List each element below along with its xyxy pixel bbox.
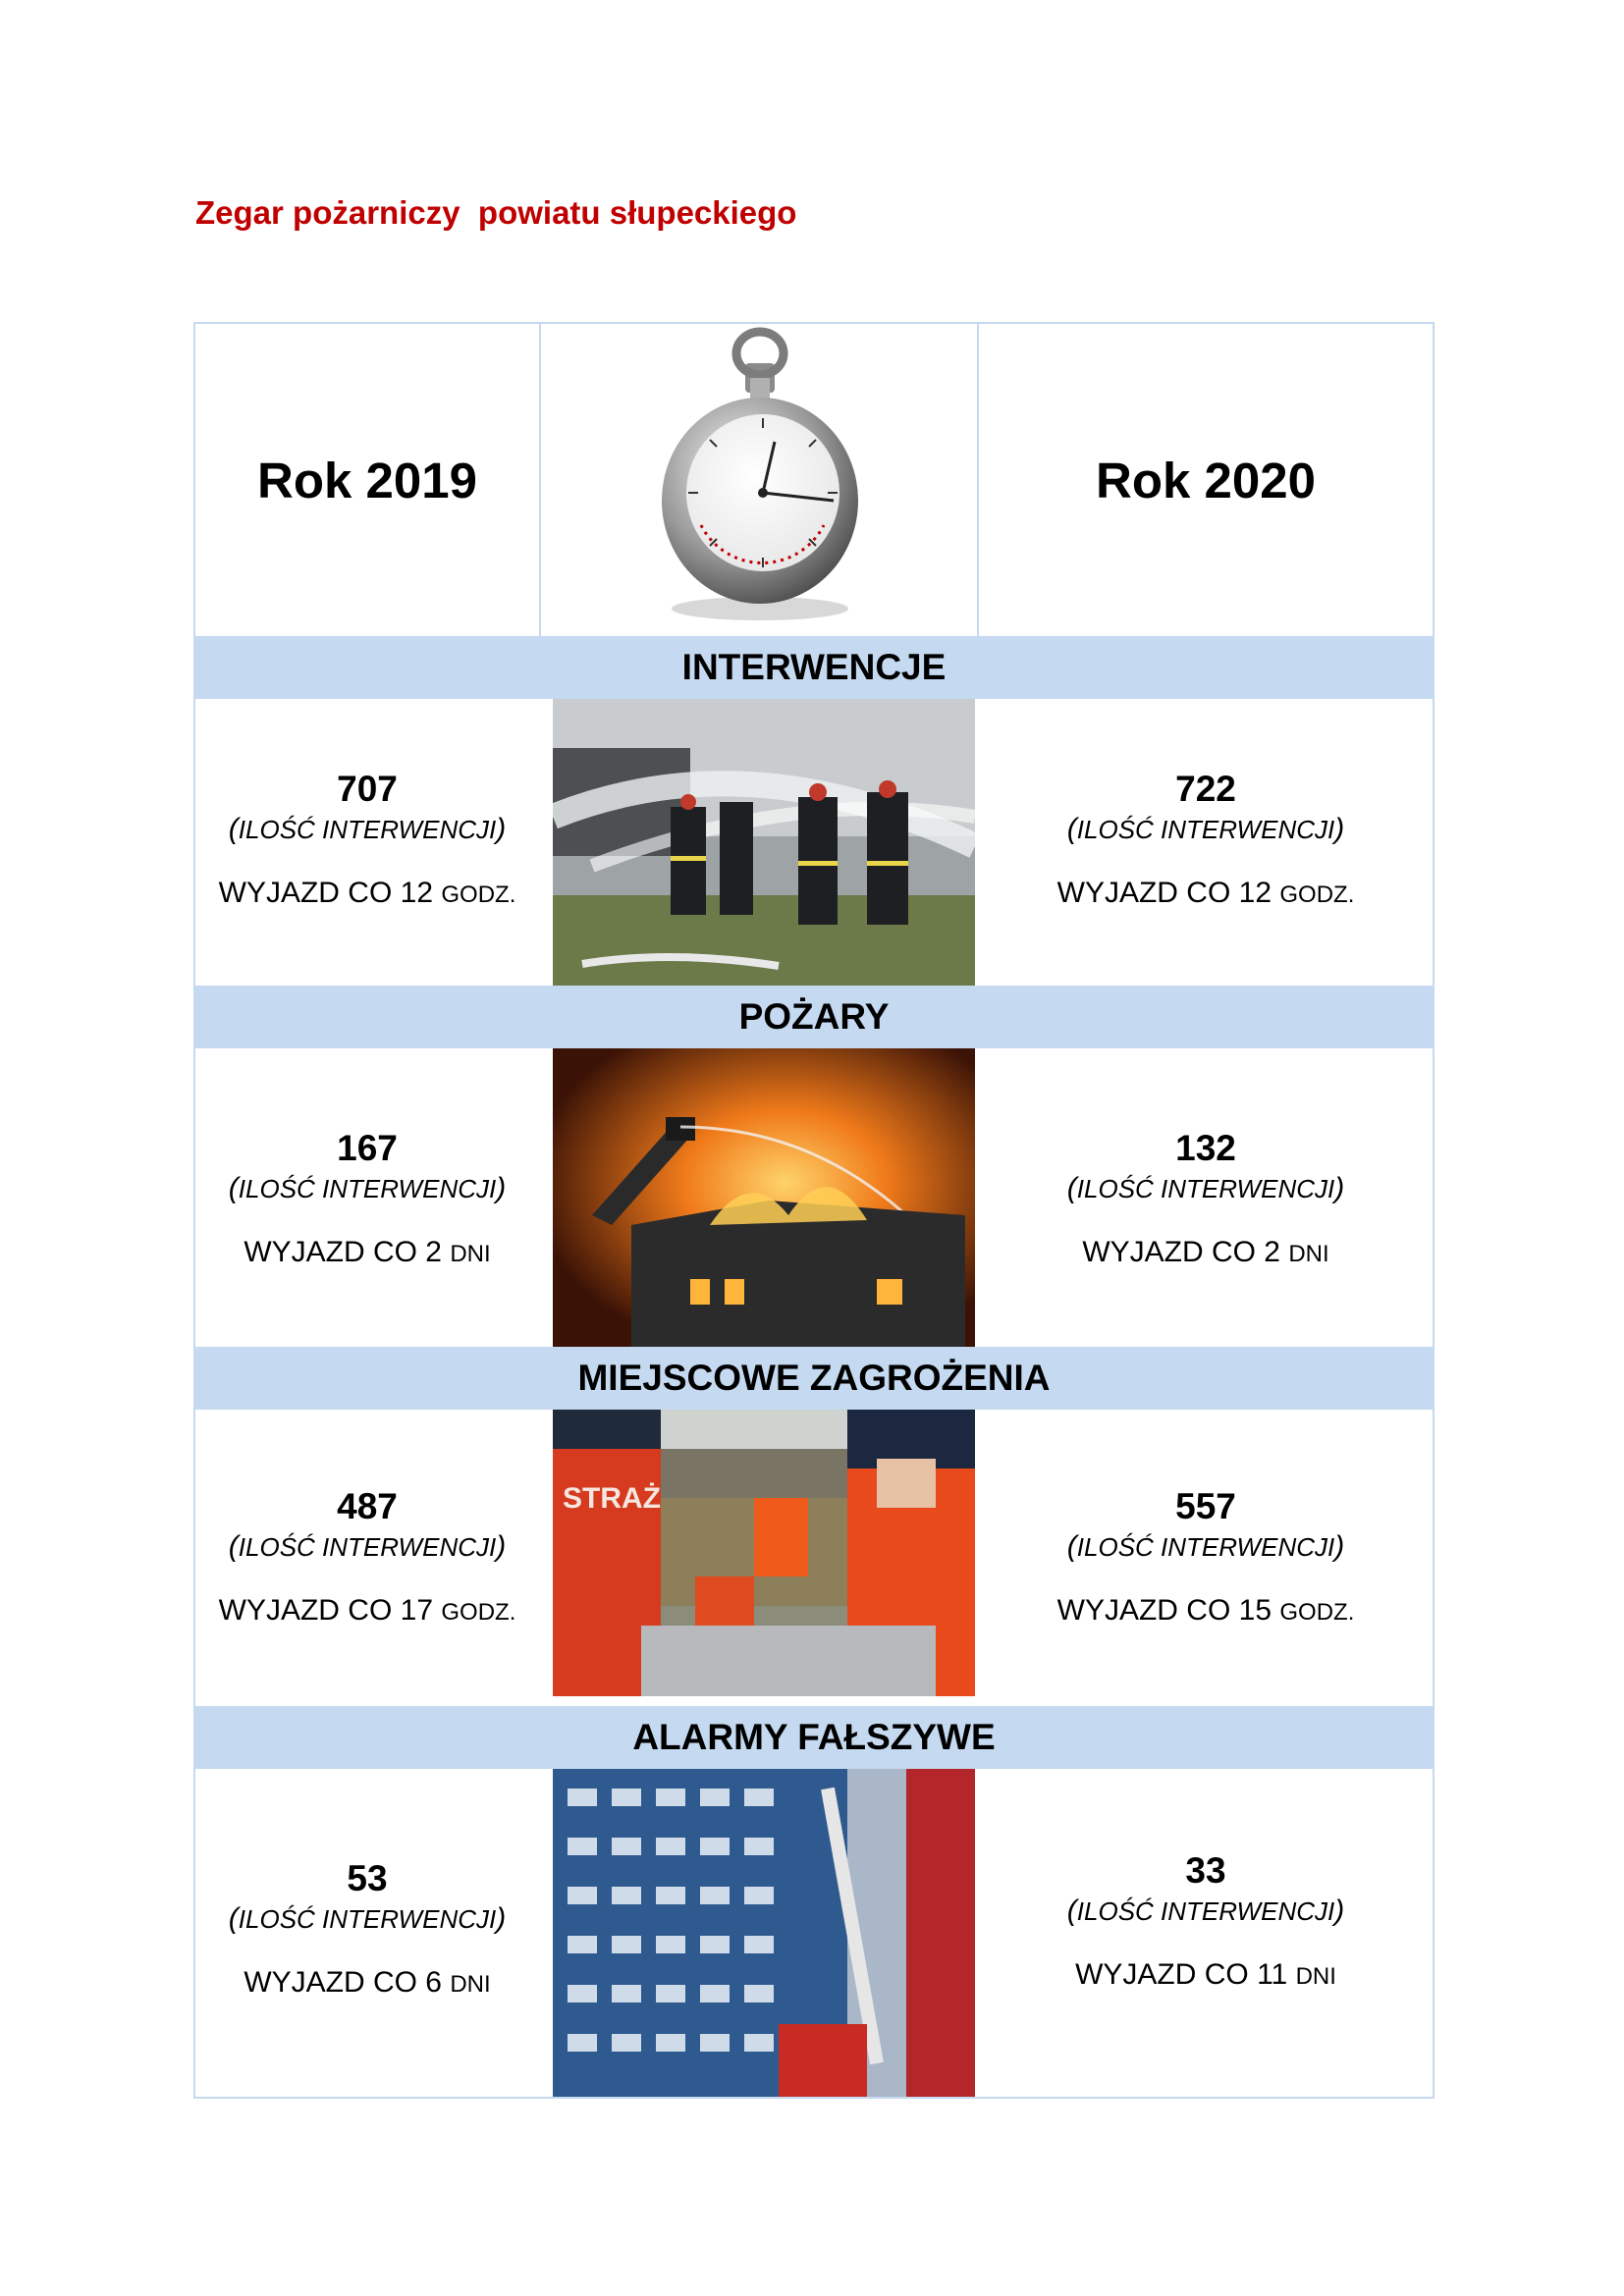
stat-note: (ILOŚĆ INTERWENCJI) bbox=[228, 1902, 507, 1935]
stat-2020-local-hazards bbox=[977, 1485, 1435, 1630]
stat-value: 167 bbox=[337, 1128, 398, 1168]
stat-note: (ILOŚĆ INTERWENCJI) bbox=[228, 1530, 507, 1563]
stat-value: 722 bbox=[1175, 769, 1236, 809]
stat-frequency: WYJAZD CO 11 DNI bbox=[1075, 1958, 1336, 1991]
document-title: Zegar pożarniczy powiatu słupeckiego bbox=[195, 194, 797, 231]
stat-frequency: WYJAZD CO 12 GODZ. bbox=[1056, 877, 1355, 909]
stat-note: (ILOŚĆ INTERWENCJI) bbox=[1066, 813, 1345, 845]
flood-rescue-photo bbox=[553, 1410, 975, 1696]
stat-2019-fires bbox=[195, 1127, 539, 1272]
stat-2020-false-alarms bbox=[977, 1849, 1435, 1995]
stat-value: 707 bbox=[337, 769, 398, 809]
svg-text:STRAŻ: STRAŻ bbox=[563, 1482, 661, 1515]
year-2019-heading: Rok 2019 bbox=[257, 452, 477, 508]
stat-2019-local-hazards bbox=[195, 1485, 539, 1630]
stat-frequency: WYJAZD CO 15 GODZ. bbox=[1056, 1594, 1355, 1627]
stat-value: 132 bbox=[1175, 1128, 1236, 1168]
stat-value: 33 bbox=[1185, 1850, 1226, 1891]
stat-2019-interventions bbox=[195, 768, 539, 913]
stat-note: (ILOŚĆ INTERWENCJI) bbox=[1066, 1172, 1345, 1204]
stat-note: (ILOŚĆ INTERWENCJI) bbox=[228, 1172, 507, 1204]
stat-2020-fires bbox=[977, 1127, 1435, 1272]
stat-note: (ILOŚĆ INTERWENCJI) bbox=[228, 813, 507, 845]
stat-frequency: WYJAZD CO 2 DNI bbox=[244, 1236, 491, 1268]
section-heading-interventions: INTERWENCJE bbox=[195, 636, 1433, 699]
section-heading-local-hazards: MIEJSCOWE ZAGROŻENIA bbox=[195, 1347, 1433, 1410]
office-building-ladder-photo bbox=[553, 1769, 975, 2097]
stat-2019-false-alarms bbox=[195, 1857, 539, 2002]
section-heading-fires: POŻARY bbox=[195, 986, 1433, 1048]
section-heading-false-alarms: ALARMY FAŁSZYWE bbox=[195, 1706, 1433, 1769]
burning-building-photo bbox=[553, 1048, 975, 1347]
fire-statistics-table bbox=[193, 322, 1435, 2099]
stat-note: (ILOŚĆ INTERWENCJI) bbox=[1066, 1895, 1345, 1927]
stat-frequency: WYJAZD CO 6 DNI bbox=[244, 1966, 491, 1999]
stat-2020-interventions bbox=[977, 768, 1435, 913]
stat-note: (ILOŚĆ INTERWENCJI) bbox=[1066, 1530, 1345, 1563]
year-2020-heading: Rok 2020 bbox=[1096, 452, 1316, 508]
stat-frequency: WYJAZD CO 2 DNI bbox=[1082, 1236, 1329, 1268]
stat-frequency: WYJAZD CO 17 GODZ. bbox=[218, 1594, 516, 1627]
firefighters-spraying-water-photo bbox=[553, 699, 975, 986]
stat-frequency: WYJAZD CO 12 GODZ. bbox=[218, 877, 516, 909]
stat-value: 557 bbox=[1175, 1486, 1236, 1526]
stat-value: 487 bbox=[337, 1486, 398, 1526]
stopwatch-icon bbox=[539, 324, 977, 636]
stat-value: 53 bbox=[347, 1858, 388, 1898]
